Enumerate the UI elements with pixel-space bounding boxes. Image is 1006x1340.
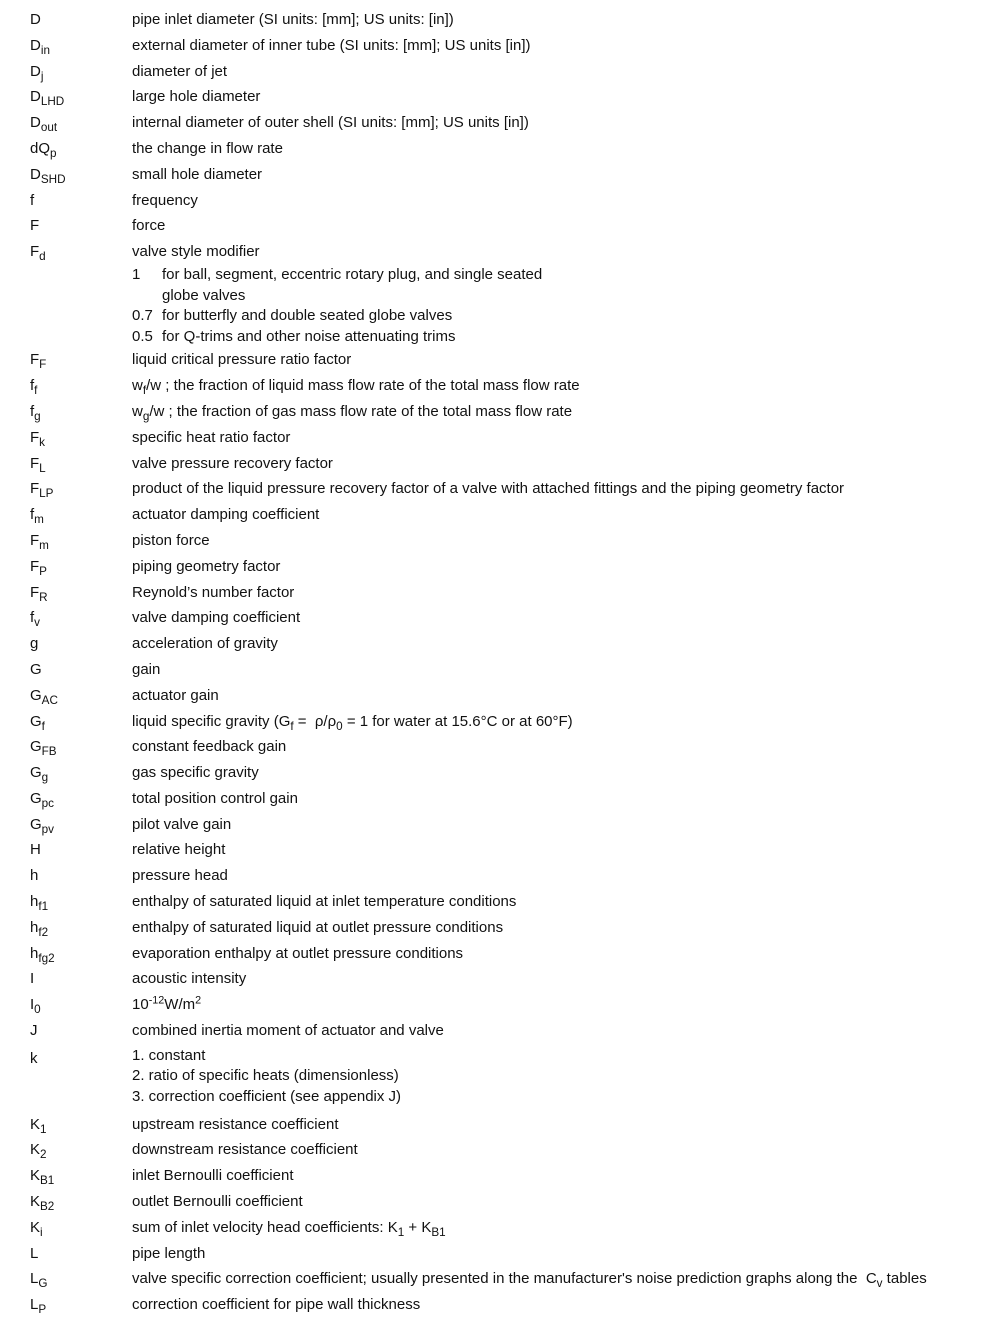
symbol: $G_{AC}$ — [30, 686, 58, 707]
definition — [132, 1189, 1006, 1215]
option-text: for Q-trims and other noise attenuating trims — [162, 327, 456, 345]
symbol: f — [30, 191, 35, 209]
definition-text: internal diameter of outer shell (SI units: [mm]; US units [in]) — [132, 114, 529, 132]
symbol-entry — [0, 7, 1006, 33]
definition-line: 2. ratio of specific heats (dimensionless) — [132, 1067, 399, 1085]
definition — [132, 734, 1006, 760]
symbol-entry — [0, 528, 1006, 554]
symbol: $f_g$ — [30, 402, 41, 424]
symbol: $F_F$ — [30, 351, 47, 372]
definition-text: piston force — [132, 531, 210, 549]
symbol: $F_m$ — [30, 531, 49, 553]
symbol: I — [30, 970, 35, 988]
option-item — [132, 327, 1002, 348]
definition — [132, 347, 1006, 373]
option-text: for ball, segment, eccentric rotary plug, and single seated — [162, 265, 543, 283]
symbol-entry — [0, 373, 1006, 399]
definition-text: liquid critical pressure ratio factor — [132, 351, 352, 369]
symbol-entry — [0, 136, 1006, 162]
definition — [132, 476, 1006, 502]
definition-text: diameter of jet — [132, 62, 228, 80]
definition-text: evaporation enthalpy at outlet pressure conditions — [132, 944, 464, 962]
definition — [132, 992, 1006, 1018]
definition-text: pipe length — [132, 1244, 206, 1262]
definition-text: small hole diameter — [132, 165, 263, 183]
definition-text: enthalpy of saturated liquid at outlet pressure conditions — [132, 918, 504, 936]
symbol-entry — [0, 734, 1006, 760]
symbol-entry — [0, 554, 1006, 580]
definition-text: relative height — [132, 841, 226, 859]
definition-text: $w_f/w$ ; the fraction of liquid mass flow rate of the total mass flow rate — [132, 377, 580, 398]
symbol-entry — [0, 966, 1006, 992]
definition-text: actuator gain — [132, 686, 219, 704]
definition — [132, 1292, 1006, 1318]
option-value: 1 — [132, 265, 141, 283]
definition-text: specific heat ratio factor — [132, 428, 291, 446]
symbol: $h_{f1}$ — [30, 893, 49, 914]
symbol-entry — [0, 59, 1006, 85]
definition-text: sum of inlet velocity head coefficients: $K_1 + K_{B1}$ — [132, 1218, 446, 1239]
definition-text: liquid specific gravity ($G_f = \rho/\rho_0 = 1$ for water at 15.6°C or at 60°F) — [132, 712, 573, 733]
definition — [132, 528, 1006, 554]
symbol: $L_P$ — [30, 1296, 47, 1317]
symbol: $f_v$ — [30, 609, 41, 630]
definition — [132, 33, 1006, 59]
definition — [132, 1046, 1006, 1108]
symbol-entry — [0, 657, 1006, 683]
option-text: for butterfly and double seated globe valves — [162, 307, 453, 325]
definition — [132, 59, 1006, 85]
definition — [132, 1241, 1006, 1267]
symbol-entry — [0, 1189, 1006, 1215]
definition-line: 3. correction coefficient (see appendix J) — [132, 1088, 402, 1106]
definition-text: piping geometry factor — [132, 557, 281, 575]
symbol: $dQ_p$ — [30, 139, 57, 161]
symbol-entry — [0, 1241, 1006, 1267]
option-value: 0.7 — [132, 307, 153, 325]
definition — [132, 1266, 1006, 1292]
definition — [132, 162, 1006, 188]
symbol: $F_k$ — [30, 428, 46, 449]
definition — [132, 683, 1006, 709]
definition-text: pressure head — [132, 867, 228, 885]
symbol: $F_R$ — [30, 583, 48, 604]
definition-text: valve specific correction coefficient; usually presented in the manufacturer's noise prediction graphs along the $C_v$ tables — [132, 1270, 927, 1291]
definition-text: enthalpy of saturated liquid at inlet temperature conditions — [132, 893, 517, 911]
symbol: D — [30, 11, 41, 28]
symbol: $F_L$ — [30, 454, 46, 475]
definition-text: external diameter of inner tube (SI units: [mm]; US units [in]) — [132, 36, 531, 54]
symbol: $D_{LHD}$ — [30, 88, 65, 109]
symbol-entry — [0, 1018, 1006, 1044]
definition — [132, 425, 1006, 451]
symbol: $D_{in}$ — [30, 36, 50, 57]
symbol-entry — [0, 476, 1006, 502]
symbol: $D_{SHD}$ — [30, 165, 66, 186]
definition — [132, 966, 1006, 992]
definition-text: total position control gain — [132, 789, 298, 807]
symbol-entry — [0, 1266, 1006, 1292]
option-continuation: globe valves — [162, 286, 246, 304]
option-item — [132, 265, 1002, 286]
definition — [132, 451, 1006, 477]
definition — [132, 915, 1006, 941]
definition — [132, 889, 1006, 915]
definition — [132, 631, 1006, 657]
symbol-entry — [0, 162, 1006, 188]
definition-text: large hole diameter — [132, 88, 261, 106]
definition — [132, 1137, 1006, 1163]
symbol: $F_P$ — [30, 557, 47, 578]
definition-text: downstream resistance coefficient — [132, 1141, 358, 1159]
symbol-entry — [0, 709, 1006, 735]
definition-text: $10^{-12}W/m^2$ — [132, 994, 202, 1014]
symbol-entry — [0, 347, 1006, 373]
symbol-entry — [0, 812, 1006, 838]
definition-text: gas specific gravity — [132, 764, 259, 782]
symbol: F — [30, 217, 40, 235]
option-value: 0.5 — [132, 327, 153, 345]
symbol: $K_{B2}$ — [30, 1193, 55, 1214]
symbol: h — [30, 867, 39, 885]
symbol: $G_{FB}$ — [30, 738, 57, 759]
symbol: $h_{fg2}$ — [30, 944, 55, 965]
symbol-entry — [0, 760, 1006, 786]
symbol-entry — [0, 1112, 1006, 1138]
symbol-entry — [0, 786, 1006, 812]
definition-text: $w_g/w$ ; the fraction of gas mass flow rate of the total mass flow rate — [132, 402, 573, 424]
symbol-entry — [0, 1292, 1006, 1318]
definition-text: the change in flow rate — [132, 139, 283, 157]
definition-text: pilot valve gain — [132, 815, 232, 833]
symbol: $F_{LP}$ — [30, 480, 54, 501]
symbol: $G_{pv}$ — [30, 815, 55, 836]
definition — [132, 941, 1006, 967]
definition-text: force — [132, 217, 166, 235]
symbol: $f_f$ — [30, 377, 38, 398]
symbol: $G_g$ — [30, 764, 49, 785]
definition — [132, 605, 1006, 631]
definition — [132, 213, 1006, 239]
definition-text: valve pressure recovery factor — [132, 454, 333, 472]
symbol: $K_2$ — [30, 1141, 47, 1162]
definition-text: gain — [132, 660, 161, 678]
definition-text: valve damping coefficient — [132, 609, 301, 627]
symbol: g — [30, 635, 39, 653]
symbol-entry — [0, 889, 1006, 915]
definition-text: upstream resistance coefficient — [132, 1115, 339, 1133]
symbol-entry — [0, 915, 1006, 941]
definition-text: correction coefficient for pipe wall thickness — [132, 1296, 421, 1314]
definition — [132, 1163, 1006, 1189]
symbol-entry — [0, 1044, 1006, 1112]
symbol: $K_1$ — [30, 1115, 47, 1136]
definition-text: acceleration of gravity — [132, 635, 278, 653]
symbol: $K_{B1}$ — [30, 1167, 55, 1188]
symbol: $f_m$ — [30, 506, 44, 527]
symbol: J — [30, 1022, 38, 1040]
symbol-entry — [0, 110, 1006, 136]
symbol-entry — [0, 837, 1006, 863]
definition — [132, 709, 1006, 735]
symbol-entry — [0, 33, 1006, 59]
option-item — [132, 306, 1002, 327]
definition — [132, 760, 1006, 786]
definition-text: valve style modifier — [132, 243, 260, 261]
definition-text: inlet Bernoulli coefficient — [132, 1167, 294, 1185]
symbol: $h_{f2}$ — [30, 918, 49, 939]
definition-text: actuator damping coefficient — [132, 506, 320, 524]
symbol-entry — [0, 941, 1006, 967]
definition — [132, 1112, 1006, 1138]
symbol-entry — [0, 992, 1006, 1018]
symbol: $D_{out}$ — [30, 114, 58, 135]
symbol-entry — [0, 1163, 1006, 1189]
symbol: G — [30, 660, 42, 678]
definition — [132, 239, 1006, 347]
symbol-entry — [0, 605, 1006, 631]
definition-text: acoustic intensity — [132, 970, 247, 988]
definition-text: Reynold’s number factor — [132, 583, 295, 601]
definition-text: product of the liquid pressure recovery factor of a valve with attached fittings and the piping geometry factor — [132, 480, 845, 498]
definition-text: combined inertia moment of actuator and valve — [132, 1022, 444, 1040]
definition-text: pipe inlet diameter (SI units: [mm]; US units: [in]) — [132, 11, 454, 28]
symbol-entry — [0, 683, 1006, 709]
symbol: $F_d$ — [30, 243, 46, 264]
symbol-entry — [0, 425, 1006, 451]
symbol: $G_{pc}$ — [30, 789, 55, 810]
definition — [132, 580, 1006, 606]
symbol-entry — [0, 399, 1006, 425]
definition — [132, 373, 1006, 399]
symbol-entry — [0, 1215, 1006, 1241]
symbol: H — [30, 841, 41, 859]
symbol-entry — [0, 502, 1006, 528]
symbol-entry — [0, 188, 1006, 214]
symbol-entry — [0, 213, 1006, 239]
definition — [132, 136, 1006, 162]
symbol: $L_G$ — [30, 1270, 48, 1291]
symbol-entry — [0, 580, 1006, 606]
symbol-entry — [0, 84, 1006, 110]
symbol-entry — [0, 631, 1006, 657]
definition — [132, 863, 1006, 889]
symbol: k — [30, 1049, 38, 1067]
symbol-entry — [0, 451, 1006, 477]
definition — [132, 188, 1006, 214]
symbol-entry — [0, 239, 1006, 347]
symbol: $G_f$ — [30, 712, 45, 733]
definition-text: constant feedback gain — [132, 738, 287, 756]
symbol: $I_0$ — [30, 996, 41, 1017]
definition — [132, 1018, 1006, 1044]
definition — [132, 84, 1006, 110]
definition — [132, 837, 1006, 863]
definition-text: frequency — [132, 191, 198, 209]
symbol-entry — [0, 1137, 1006, 1163]
definition — [132, 110, 1006, 136]
symbol-entry — [0, 863, 1006, 889]
definition-text: outlet Bernoulli coefficient — [132, 1193, 303, 1211]
definition — [132, 554, 1006, 580]
definition — [132, 786, 1006, 812]
definition — [132, 399, 1006, 425]
definition — [132, 502, 1006, 528]
definition — [132, 7, 1006, 33]
symbol: $K_i$ — [30, 1218, 43, 1239]
definition — [132, 812, 1006, 838]
definition — [132, 1215, 1006, 1241]
definition — [132, 657, 1006, 683]
symbol: $D_j$ — [30, 62, 44, 83]
symbol: L — [30, 1244, 39, 1262]
definition-line: 1. constant — [132, 1046, 206, 1064]
